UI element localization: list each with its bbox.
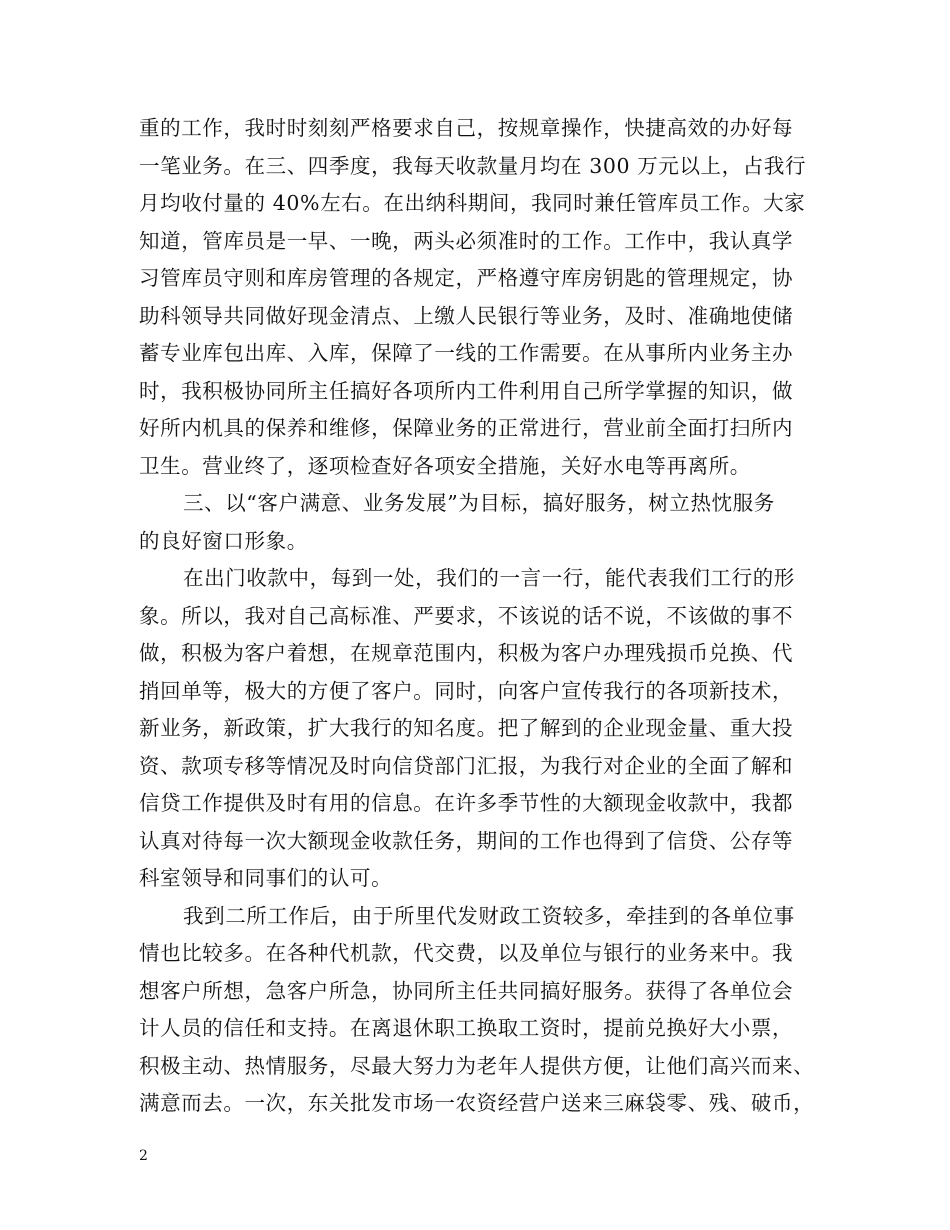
page-number: 2 <box>139 1148 148 1164</box>
body-text <box>139 110 829 1123</box>
text-line: 信贷工作提供及时有用的信息。在许多季节性的大额现金收款中，我都 <box>139 791 794 815</box>
text-line: 计人员的信任和支持。在离退休职工换取工资时，提前兑换好大小票， <box>139 1016 794 1040</box>
text-line: 科室领导和同事们的认可。 <box>139 866 393 890</box>
text-line: 新业务，新政策，扩大我行的知名度。把了解到的企业现金量、重大投 <box>139 716 794 740</box>
text-line: 做，积极为客户着想，在规章范围内，积极为客户办理残损币兑换、代 <box>139 641 794 665</box>
text-line: 情也比较多。在各种代机款，代交费，以及单位与银行的业务来中。我 <box>139 941 794 965</box>
text-line: 满意而去。一次，东关批发市场一农资经营户送来三麻袋零、残、破币， <box>139 1091 815 1115</box>
text-line: 月均收付量的 40%左右。在出纳科期间，我同时兼任管库员工作。大家 <box>139 191 806 215</box>
text-line: 想客户所想，急客户所急，协同所主任共同搞好服务。获得了各单位会 <box>139 978 794 1003</box>
text-line: 在出门收款中，每到一处，我们的一言一行，能代表我们工行的形 <box>183 566 795 590</box>
text-line: 认真对待每一次大额现金收款任务，期间的工作也得到了信贷、公存等 <box>139 828 794 853</box>
text-line: 重的工作，我时时刻刻严格要求自己，按规章操作，快捷高效的办好每 <box>139 116 794 140</box>
text-line: 积极主动、热情服务，尽最大努力为老年人提供方便，让他们高兴而来、 <box>139 1053 815 1078</box>
text-line: 我到二所工作后，由于所里代发财政工资较多，牵挂到的各单位事 <box>183 903 795 928</box>
text-line: 助科领导共同做好现金清点、上缴人民银行等业务，及时、准确地使储 <box>139 303 794 328</box>
text-line: 知道，管库员是一早、一晚，两头必须准时的工作。工作中，我认真学 <box>139 228 794 253</box>
text-line: 三、以“客户满意、业务发展”为目标，搞好服务，树立热忱服务 <box>183 491 775 515</box>
text-line: 的良好窗口形象。 <box>139 528 308 553</box>
text-line: 捎回单等，极大的方便了客户。同时，向客户宣传我行的各项新技术， <box>139 678 794 703</box>
text-line: 习管库员守则和库房管理的各规定，严格遵守库房钥匙的管理规定，协 <box>139 266 794 290</box>
text-line: 蓄专业库包出库、入库，保障了一线的工作需要。在从事所内业务主办 <box>139 341 794 365</box>
text-line: 卫生。营业终了，逐项检查好各项安全措施，关好水电等再离所。 <box>139 453 751 478</box>
text-line: 一笔业务。在三、四季度，我每天收款量月均在 300 万元以上，占我行 <box>139 153 807 178</box>
text-line: 象。所以，我对自己高标准、严要求，不该说的话不说，不该做的事不 <box>139 603 794 628</box>
text-line: 资、款项专移等情况及时向信贷部门汇报，为我行对企业的全面了解和 <box>139 753 794 778</box>
text-line: 时，我积极协同所主任搞好各项所内工件利用自己所学掌握的知识，做 <box>139 378 794 403</box>
text-line: 好所内机具的保养和维修，保障业务的正常进行，营业前全面打扫所内 <box>139 416 794 440</box>
